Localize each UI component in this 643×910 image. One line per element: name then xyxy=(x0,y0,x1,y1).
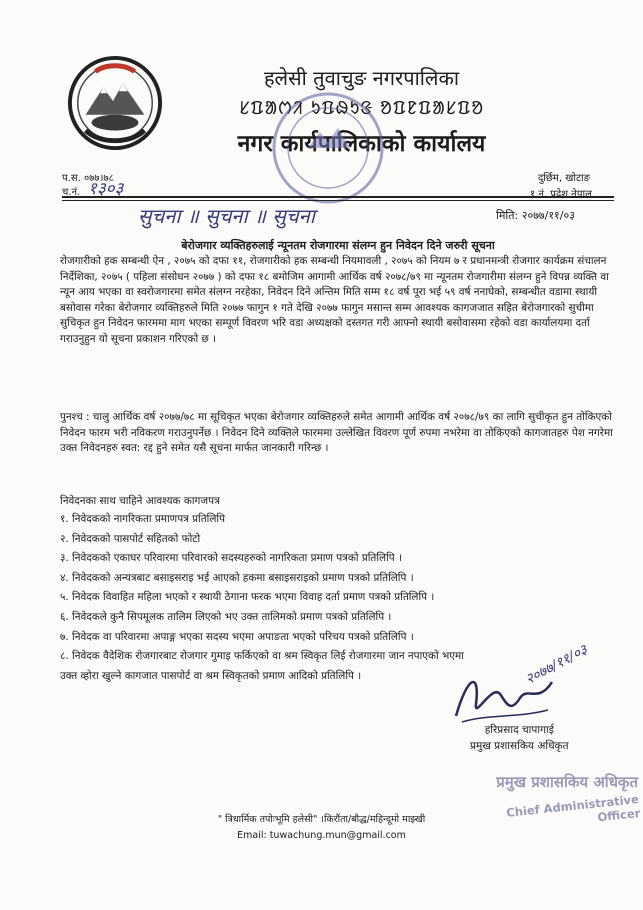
ps-number: प.स. ०७७।७८ xyxy=(62,173,114,184)
body-paragraph-1: रोजगारीको हक सम्बन्धी ऐन , २०७५ को दफा ११, रोजगारीको हक सम्बन्धी नियमावली , २०७५ को नियम ७ र प्रधानमन्त्री रोजगार कार्यक्रम संचालन निर्देशिका, २०७५ ( पहिला संसोधन २०७७ ) को दफा १८ बमोजिम आगामी आर्थिक वर्ष २०७८/७९ मा न्यूनतम रोजगारीमा संलग्न हुने विपन्न व्यक्ति वा न्यून आय भएका वा स्वरोजगारमा समेत संलग्न नरहेका, निवेदन दिने अन्तिम मिति सम्म १८ वर्ष पूरा भई ५९ वर्ष ननाघेको, सम्बन्धीत वडामा स्थायी बसोवास गरेका बेरोजगार व्यक्तिहरुले मिति २०७७ फागुन १ गते देखि २०७७ फागुन मसान्त सम्म आवश्यक कागजजात सहित बेरोजगारको सुचीमा सुचिकृत हुन निवेदन फारममा माग भएका सम्पूर्ण विवरण भरि वडा अध्यक्षको दस्तगत गरी आफ्नो स्थायी बसोवासमा रहेको वडा कार्यालयमा दर्ता गराउनुहुन यो सूचना प्रकाशन गरिएको छ । xyxy=(60,255,609,345)
header-divider-thin xyxy=(62,200,614,201)
footer-email: Email: tuwachung.mun@gmail.com xyxy=(237,830,406,841)
signature-date: २०७७/११/०३ xyxy=(522,641,591,688)
notice-date: मिति: २०७७/११/०३ xyxy=(496,209,575,222)
municipality-name-script: ᱥᱯᱟᱬᱤ ᱩᱯᱷᱩᱝ ᱚᱯᱱᱯᱟᱥᱯᱚ xyxy=(238,98,485,119)
cn-value: १३०३ xyxy=(88,179,124,199)
list-item: ४. निवेदकको अन्यत्रबाट बसाइसराइ भई आएको हकमा बसाइसराइको प्रमाण पत्रको प्रतिलिपि । xyxy=(60,571,414,584)
notice-heading: सुचना ॥ सुचना ॥ सुचना xyxy=(138,204,315,228)
docs-heading: निवेदनका साथ चाहिने आवश्यक कागजपत्र xyxy=(60,495,220,507)
list-item: २. निवेदकको पासपोर्ट सहितको फोटो xyxy=(60,532,201,545)
location-province: १ नं. प्रदेश नेपाल xyxy=(530,189,592,200)
list-item: ७. निवेदक वा परिवारमा अपाङ्ग भएका सदस्य भएमा अपाङता भएको परिचय पत्रको प्रतिलिपि । xyxy=(60,630,414,643)
ceo-stamp-nepali: प्रमुख प्रशासकिय अधिकृत xyxy=(496,773,638,791)
header-divider xyxy=(62,196,614,198)
body-paragraph-2: पुनश्च : चालु आर्थिक वर्ष २०७७/७८ मा सूचिकृत भएका बेरोजगार व्यक्तिहरुले समेत आगामी आर्थिक वर्ष २०७८/७९ का लागि सुचीकृत हुन तोकिएको निवेदन फारम भरी नविकरण गराउनुपर्नेछ । निवेदन दिने व्यक्तिले फारममा उल्लेखित विवरण पूर्ण रुपमा नभरेमा वा तोकिएको कागजातहरु पेश नगरेमा उक्त निवेदनहरु स्वत: रद्द हुने समेत यसै सूचना मार्फत जानकारी गरिन्छ । xyxy=(60,411,613,455)
list-item: ८. निवेदक वैदेशिक रोजगारबाट रोजगार गुमाइ फर्किएको वा श्रम स्विकृत लिई रोजगारमा जान नपाएको भएमा xyxy=(60,650,464,663)
footer-motto: " त्रिधार्मिक तपोःभूमि हलेसी" ।किरौंता/बौद्ध/महिन्दूमो माझ्खी xyxy=(217,814,426,825)
municipality-name: हलेसी तुवाचुङ नगरपालिका xyxy=(263,66,460,90)
ceo-stamp-english: Chief Administrative Officer xyxy=(505,792,641,825)
signatory-block xyxy=(470,722,569,754)
location-district: दुर्छिम, खोटाङ xyxy=(538,173,591,184)
cn-label: च.नं. xyxy=(62,187,81,198)
list-item: उक्त व्होरा खुल्ने कागजात पासपोर्ट वा श्रम स्विकृतको प्रमाण आदिको प्रतिलिपि । xyxy=(60,669,362,682)
list-item: १. निवेदकको नागरिकता प्रमाणपत्र प्रतिलिपि xyxy=(60,513,225,525)
signatory-title: प्रमुख प्रशासकिय अधिकृत xyxy=(470,740,569,752)
list-item: ३. निवेदकको एकाघर परिवारमा परिवारको सदस्यहरुको नागरिकता प्रमाण पत्रको प्रतिलिपि । xyxy=(60,552,402,565)
list-item: ६. निवेदकले कुनै सिपमूलक तालिम लिएको भए उक्त तालिमको प्रमाण पत्रको प्रतिलिपि । xyxy=(60,610,392,623)
notice-subject: बेरोजगार व्यक्तिहरुलाई न्यूनतम रोजगारमा संलग्न हुन निवेदन दिने जरुरी सूचना xyxy=(181,239,495,252)
office-seal-icon xyxy=(268,88,388,208)
office-name: नगर कार्यपालिकाको कार्यालय xyxy=(237,130,486,157)
list-item: ५. निवेदक विवाहित महिला भएको र स्थायी ठेगाना फरक भएमा विवाह दर्ता प्रमाण पत्रको प्रतिलिपि । xyxy=(60,591,435,604)
signatory-name: हरिप्रसाद चापागाई xyxy=(484,724,554,736)
docs-list xyxy=(60,510,620,686)
